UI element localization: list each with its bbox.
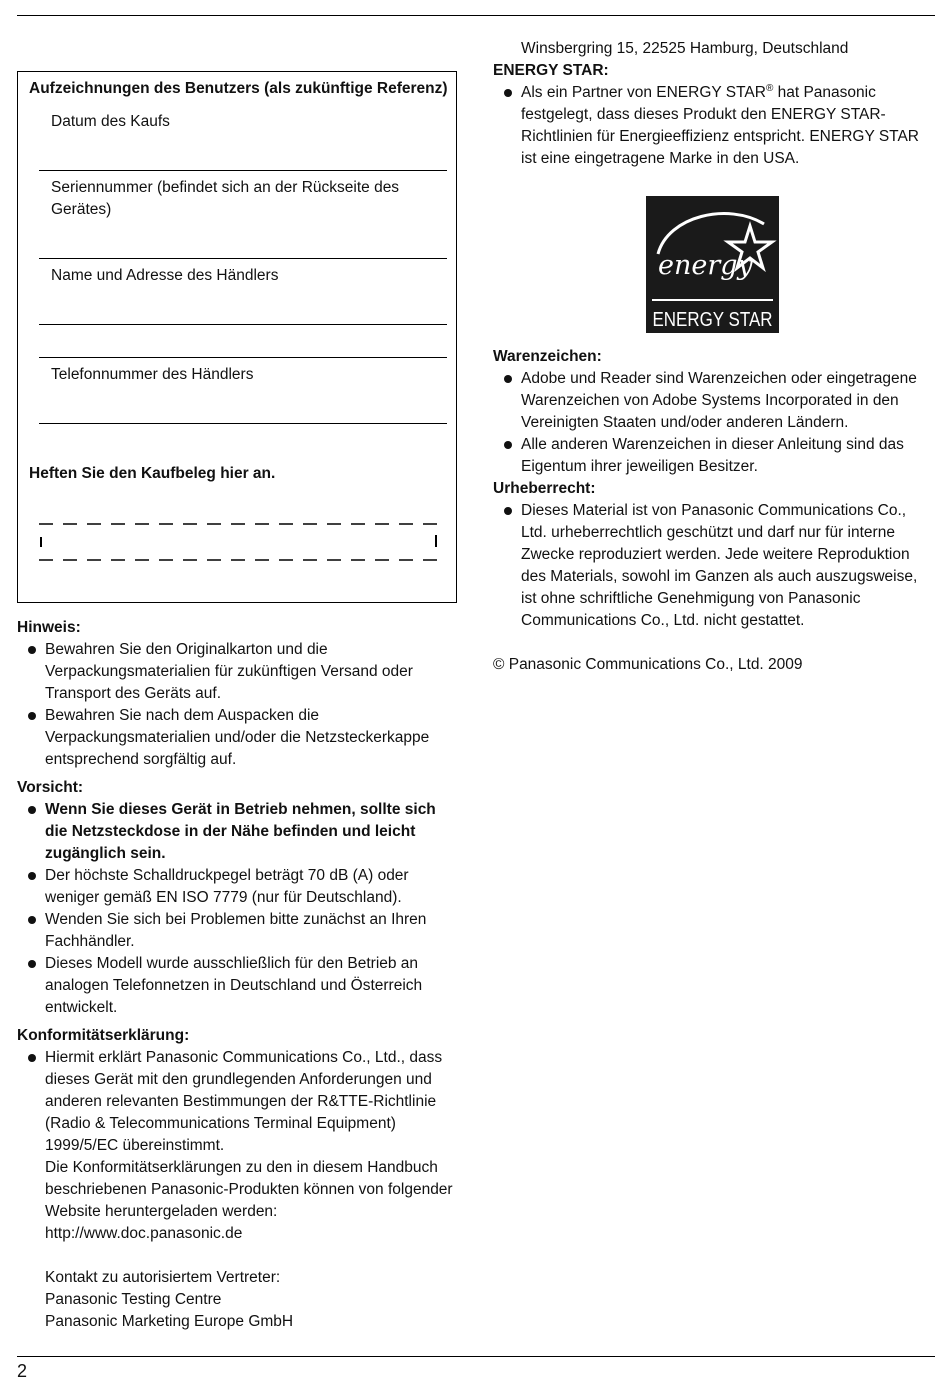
record-box-title: Aufzeichnungen des Benutzers (als zukünftige Referenz) — [29, 80, 448, 97]
logo-caption: ENERGY STAR — [652, 309, 773, 331]
hinweis-heading: Hinweis: — [17, 619, 81, 636]
warenzeichen-heading: Warenzeichen: — [493, 348, 602, 365]
serial-number-label: Seriennummer (befindet sich an der Rückseite des Gerätes) — [51, 179, 400, 218]
logo-script-text: energy — [658, 250, 753, 281]
konformitaet-heading: Konformitätserklärung: — [17, 1027, 190, 1044]
warenzeichen-section — [493, 346, 935, 676]
list-item: Der höchste Schalldruckpegel beträgt 70 dB (A) oder weniger gemäß EN ISO 7779 (nur für Deutschland). — [17, 865, 459, 909]
bullet-icon — [504, 375, 512, 383]
dealer-name-label: Name und Adresse des Händlers — [51, 267, 279, 284]
download-text: Die Konformitätserklärungen zu den in diesem Handbuch beschriebenen Panasonic-Produkten können von folgender Website heruntergeladen werden: — [45, 1159, 453, 1220]
bullet-icon — [28, 1054, 36, 1062]
bullet-icon — [28, 712, 36, 720]
contact-line: Panasonic Marketing Europe GmbH — [45, 1313, 294, 1330]
list-item: Adobe und Reader sind Warenzeichen oder eingetragene Warenzeichen von Adobe Systems Incorporated in den Vereinigten Staaten und/oder anderen Ländern. — [493, 368, 935, 434]
list-item: Bewahren Sie den Originalkarton und die Verpackungsmaterialien für zukünftigen Versand oder Transport des Geräts auf. — [17, 639, 459, 705]
dealer-phone-label: Telefonnummer des Händlers — [51, 366, 254, 383]
vorsicht-section — [17, 777, 459, 1019]
list-item: Hiermit erklärt Panasonic Communications Co., Ltd., dass dieses Gerät mit den grundlegenden Anforderungen und anderen relevanten Bestimmungen der R&TTE-Richtlinie (Radio & Telecommunications Terminal Equipment) 1999/5/EC übereinstimmt. — [17, 1047, 459, 1157]
bullet-icon — [28, 960, 36, 968]
dealer-address-line[interactable] — [39, 357, 447, 358]
list-item: Bewahren Sie nach dem Auspacken die Verpackungsmaterialien und/oder die Netzsteckerkappe entsprechend sorgfältig auf. — [17, 705, 459, 771]
energy-star-logo — [646, 196, 779, 333]
bullet-icon — [504, 89, 512, 97]
bottom-rule — [17, 1356, 935, 1357]
list-item: Als ein Partner von ENERGY STAR® hat Panasonic festgelegt, dass dieses Produkt den ENERGY STAR-Richtlinien für Energieeffizienz entspricht. ENERGY STAR ist eine eingetragene Marke in den USA. — [493, 82, 935, 170]
energy-star-heading: ENERGY STAR: — [493, 62, 609, 79]
dealer-phone-line[interactable] — [39, 423, 447, 424]
bullet-icon — [504, 441, 512, 449]
doc-url-link[interactable]: http://www.doc.panasonic.de — [45, 1225, 243, 1242]
bullet-icon — [28, 872, 36, 880]
contact-line: Winsbergring 15, 22525 Hamburg, Deutschland — [521, 40, 849, 57]
vorsicht-heading: Vorsicht: — [17, 779, 84, 796]
list-item: Wenden Sie sich bei Problemen bitte zunächst an Ihren Fachhändler. — [17, 909, 459, 953]
contact-line: Panasonic Testing Centre — [45, 1291, 222, 1308]
user-record-box — [17, 71, 457, 603]
purchase-date-label: Datum des Kaufs — [51, 113, 170, 130]
bullet-icon — [28, 646, 36, 654]
right-column — [493, 38, 935, 170]
copyright-notice: © Panasonic Communications Co., Ltd. 2009 — [493, 656, 803, 673]
urheberrecht-heading: Urheberrecht: — [493, 480, 596, 497]
bullet-icon — [28, 916, 36, 924]
top-rule — [17, 15, 935, 16]
list-item: Wenn Sie dieses Gerät in Betrieb nehmen, sollte sich die Netzsteckdose in der Nähe befinden und leicht zugänglich sein. — [17, 799, 459, 865]
page-number: 2 — [17, 1361, 28, 1381]
list-item: Alle anderen Warenzeichen in dieser Anleitung sind das Eigentum ihrer jeweiligen Besitzer. — [493, 434, 935, 478]
list-item: Dieses Material ist von Panasonic Communications Co., Ltd. urheberrechtlich geschützt und darf nur für interne Zwecke reproduziert werden. Jede weitere Reproduktion des Materials, sowohl im Ganzen als auch auszugsweise, ist ohne schriftliche Genehmigung von Panasonic Communications Co., Ltd. nicht gestattet. — [493, 500, 935, 632]
attach-receipt-label: Heften Sie den Kaufbeleg hier an. — [29, 465, 276, 482]
bullet-icon — [28, 806, 36, 814]
bullet-icon — [504, 507, 512, 515]
list-item: Dieses Modell wurde ausschließlich für den Betrieb an analogen Telefonnetzen in Deutschland und Österreich entwickelt. — [17, 953, 459, 1019]
hinweis-section — [17, 617, 459, 771]
contact-heading: Kontakt zu autorisiertem Vertreter: — [45, 1269, 281, 1286]
konformitaet-section — [17, 1025, 459, 1333]
dealer-name-line[interactable] — [39, 324, 447, 325]
serial-number-line[interactable] — [39, 258, 447, 259]
staple-receipt-area — [39, 513, 438, 563]
purchase-date-line[interactable] — [39, 170, 447, 171]
